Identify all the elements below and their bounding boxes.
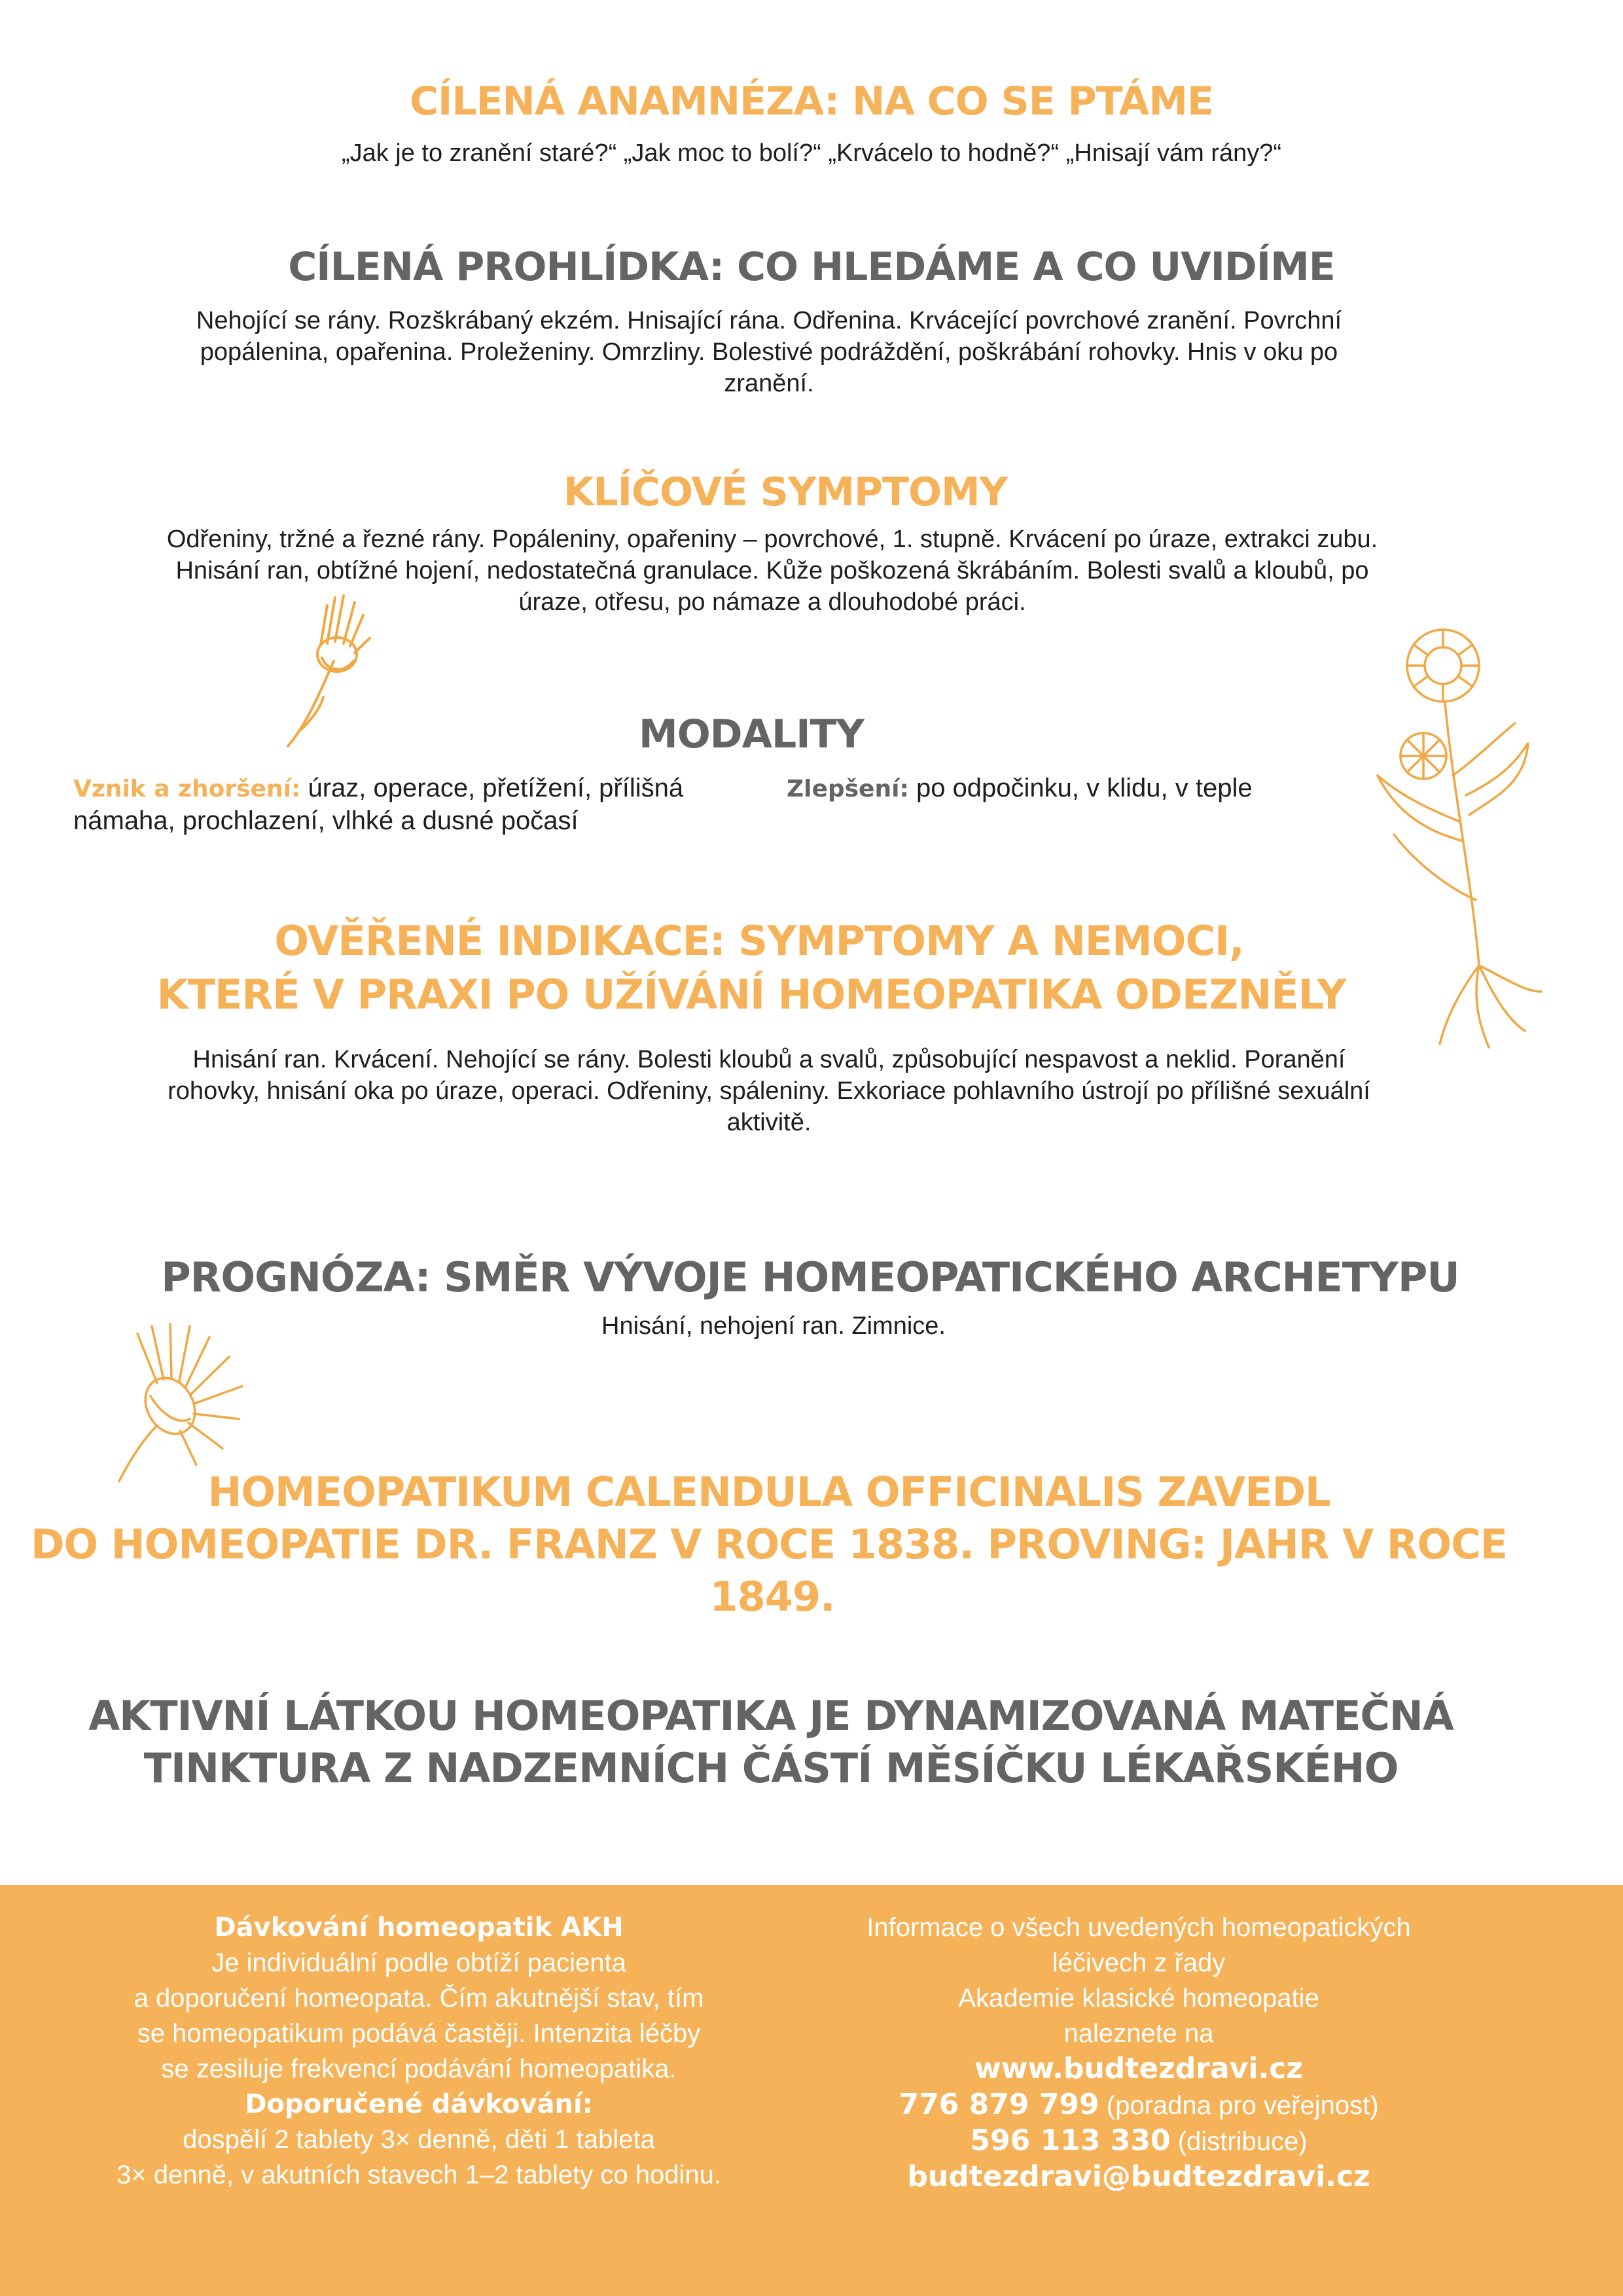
prohlidka-line: popálenina, opařenina. Proleženiny. Omrzliny. Bolestivé podráždění, poškrábání rohovky. Hnis v oku po: [200, 338, 1338, 366]
modality-worse: [73, 772, 760, 836]
history-line3: 1849.: [709, 1573, 835, 1621]
phone-distribution-note: (distribuce): [1170, 2127, 1308, 2156]
recommended-title: Doporučené dávkování:: [245, 2089, 593, 2119]
symptomy-text: [0, 524, 1544, 618]
dosage-title: Dávkování homeopatik AKH: [214, 1912, 624, 1943]
email-link[interactable]: budtezdravi@budtezdravi.cz: [907, 2160, 1370, 2193]
indikace-line: Hnisání ran. Krvácení. Nehojící se rány. Bolesti kloubů a svalů, způsobující nespavost a neklid. Poranění: [192, 1046, 1346, 1073]
indikace-title-line1: OVĚŘENÉ INDIKACE: SYMPTOMY A NEMOCI,: [274, 917, 1244, 965]
calendula-plant-icon: [1374, 625, 1544, 1050]
prognoza-title: PROGNÓZA: SMĚR VÝVOJE HOMEOPATICKÉHO ARCHETYPU: [161, 1253, 1459, 1301]
indikace-text: [0, 1044, 1538, 1138]
history-line2: DO HOMEOPATIE DR. FRANZ V ROCE 1838. PROVING: JAHR V ROCE: [30, 1520, 1508, 1568]
info-line: naleznete na: [1063, 2019, 1214, 2048]
anamneza-text: „Jak je to zranění staré?“ „Jak moc to bolí?“ „Krvácelo to hodně?“ „Hnisají vám rány?“: [341, 139, 1282, 167]
symptomy-line: Odřeniny, tržné a řezné rány. Popáleniny, opařeniny – povrchové, 1. stupně. Krvácení po úraze, extrakci zubu.: [166, 526, 1378, 553]
modality-worse-label: Vznik a zhoršení:: [73, 776, 301, 802]
modality-better-label: Zlepšení:: [787, 776, 909, 802]
prognoza-text: Hnisání, nehojení ran. Zimnice.: [601, 1312, 946, 1340]
symptomy-title: KLÍČOVÉ SYMPTOMY: [563, 469, 1008, 515]
active-line2: TINKTURA Z NADZEMNÍCH ČÁSTÍ MĚSÍČKU LÉKAŘSKÉHO: [143, 1744, 1399, 1792]
indikace-line: rohovky, hnisání oka po úraze, operaci. Odřeniny, spáleniny. Exkoriace pohlavního ústrojí po přílišné sexuální: [168, 1077, 1370, 1105]
website-link[interactable]: www.budtezdravi.cz: [974, 2052, 1303, 2085]
modality-better-text: po odpočinku, v klidu, v teple: [908, 774, 1253, 802]
phone-distribution[interactable]: 596 113 330: [970, 2124, 1171, 2157]
prohlidka-text: [0, 305, 1538, 399]
prohlidka-title: CÍLENÁ PROHLÍDKA: CO HLEDÁME A CO UVIDÍME: [288, 244, 1335, 290]
active-line1: AKTIVNÍ LÁTKOU HOMEOPATIKA JE DYNAMIZOVANÁ MATEČNÁ: [88, 1692, 1454, 1740]
modality-worse-text-2: námaha, prochlazení, vlhké a dusné počasí: [73, 806, 579, 835]
footer: [0, 1885, 1623, 2296]
footer-dosage: [59, 1910, 779, 2193]
history-line1: HOMEOPATIKUM CALENDULA OFFICINALIS ZAVEDL: [207, 1468, 1330, 1516]
indikace-line: aktivitě.: [726, 1109, 812, 1136]
recommended-line: dospělí 2 tablety 3× denně, děti 1 tableta: [183, 2125, 655, 2154]
dosage-line: a doporučení homeopata. Čím akutnější stav, tím: [134, 1984, 704, 2013]
phone-advisory-note: (poradna pro veřejnost): [1099, 2091, 1379, 2120]
dosage-line: Je individuální podle obtíží pacienta: [211, 1948, 626, 1977]
dosage-line: se homeopatikum podává častěji. Intenzita léčby: [137, 2019, 701, 2048]
anamneza-title: CÍLENÁ ANAMNÉZA: NA CO SE PTÁME: [410, 79, 1213, 124]
indikace-title-line2: KTERÉ V PRAXI PO UŽÍVÁNÍ HOMEOPATIKA ODEZNĚLY: [156, 971, 1346, 1018]
symptomy-line: úraze, otřesu, po námaze a dlouhodobé práci.: [518, 588, 1026, 616]
symptomy-line: Hnisání ran, obtížné hojení, nedostatečná granulace. Kůže poškozená škrábáním. Bolesti svalů a kloubů, po: [175, 557, 1369, 584]
info-line: Informace o všech uvedených homeopatických: [866, 1913, 1411, 1942]
phone-advisory[interactable]: 776 879 799: [899, 2088, 1099, 2121]
prohlidka-line: Nehojící se rány. Rozškrábaný ekzém. Hnisající rána. Odřenina. Krvácející povrchové zranění. Povrchní: [196, 307, 1342, 334]
footer-info: [779, 1910, 1499, 2195]
calendula-flower-icon: [111, 1321, 249, 1484]
prohlidka-line: zranění.: [724, 370, 814, 397]
modality-worse-text: úraz, operace, přetížení, přílišná: [300, 774, 684, 802]
calendula-bud-icon: [281, 592, 380, 749]
info-line: Akademie klasické homeopatie: [958, 1984, 1319, 2013]
modality-title: MODALITY: [639, 711, 864, 757]
recommended-line: 3× denně, v akutních stavech 1–2 tablety co hodinu.: [116, 2161, 721, 2189]
dosage-line: se zesiluje frekvencí podávání homeopatika.: [161, 2054, 677, 2083]
info-line: léčivech z řady: [1052, 1948, 1226, 1977]
modality-better: [787, 772, 1376, 805]
